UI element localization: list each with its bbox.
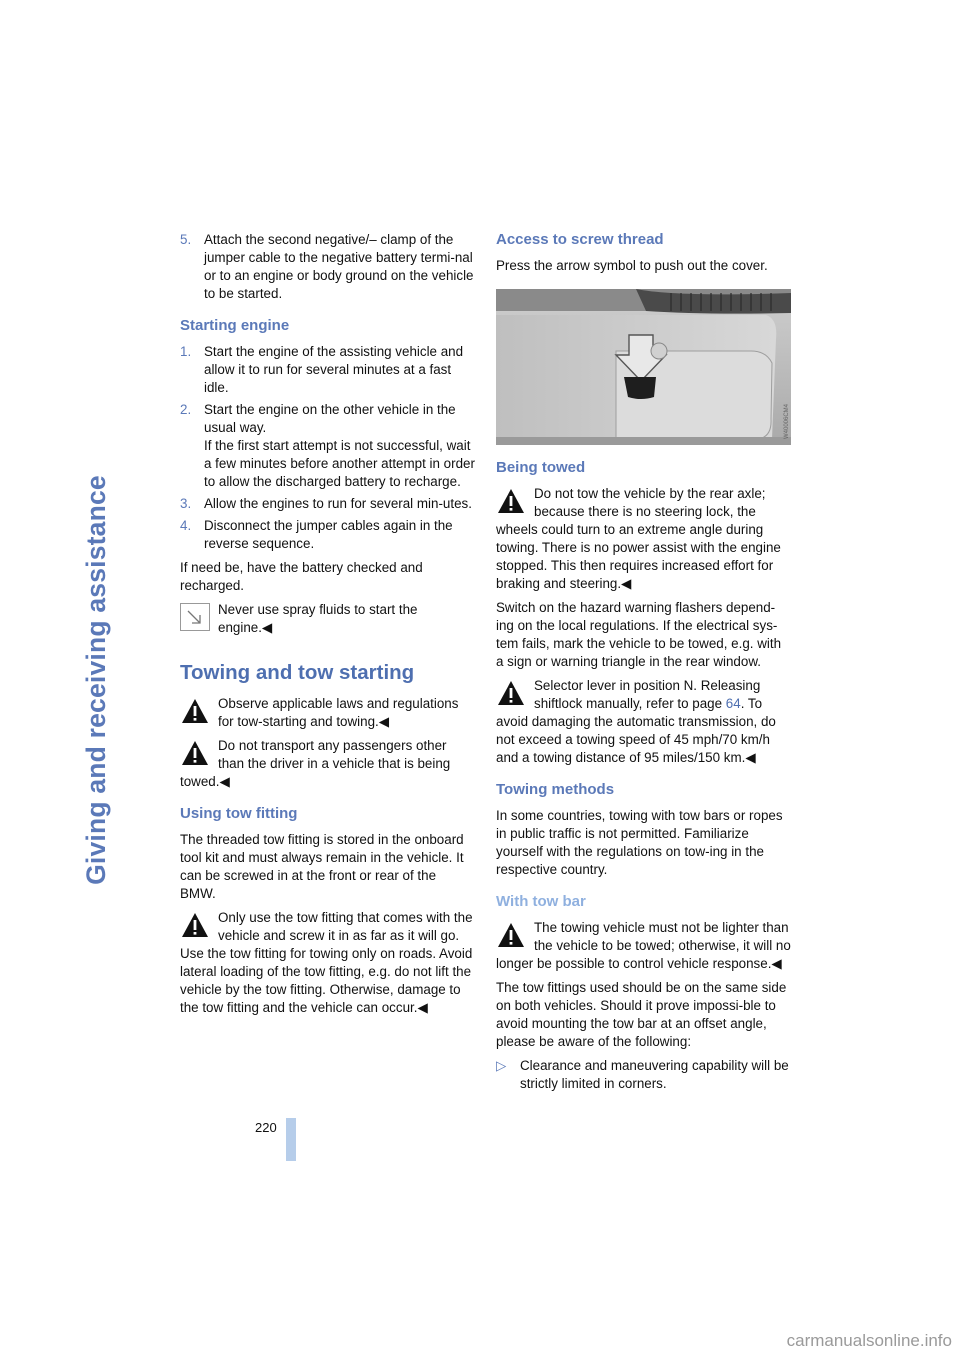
warning-text: Only use the tow fitting that comes with the vehicle and screw it in as far as it will go. Use the tow fitting for towing only on roads. Avoid lateral loading of the tow fitting, e.g. do not lift the vehicle by the tow fitting. Otherwise, damage to the tow fitting and the vehicle can occur.◀ <box>180 910 473 1015</box>
step-text: Allow the engines to run for several min-utes. <box>204 496 472 511</box>
bullet-item <box>496 1057 791 1093</box>
step-number: 2. <box>180 402 192 417</box>
paragraph: Switch on the hazard warning flashers depend-ing on the local regulations. If the electrical sys-tem fails, mark the vehicle to be towed, e.g. with a sign or warning triangle in the rear window. <box>496 600 782 669</box>
note-box <box>180 601 475 637</box>
warning-text-part: Selector lever in position N. Releasing shiftlock manually, refer to page <box>534 678 761 711</box>
warning-triangle-icon <box>180 697 210 725</box>
step-text: Start the engine on the other vehicle in the usual way. <box>204 402 456 435</box>
note-arrow-icon <box>180 603 210 631</box>
page-reference-link[interactable]: 64 <box>725 696 741 711</box>
starting-engine-steps <box>180 343 475 553</box>
list-item <box>180 231 475 303</box>
step-extra-text: If the first start attempt is not successful, wait a few minutes before another attempt in order to allow the discharged battery to recharge. <box>204 438 475 489</box>
warning-box <box>180 695 475 731</box>
warning-triangle-icon <box>180 739 210 767</box>
bullet-text: Clearance and maneuvering capability will be strictly limited in corners. <box>520 1058 789 1091</box>
warning-text: Do not tow the vehicle by the rear axle; because there is no steering lock, the wheels could turn to an extreme angle during towing. There is no power assist with the engine stopped. This then requires increased effort for braking and steering.◀ <box>496 486 781 591</box>
paragraph: Press the arrow symbol to push out the cover. <box>496 258 768 273</box>
warning-triangle-icon <box>180 911 210 939</box>
list-item <box>180 401 475 491</box>
right-column <box>496 231 791 1097</box>
paragraph: If need be, have the battery checked and recharged. <box>180 560 423 593</box>
section-heading-towing-methods: Towing methods <box>496 781 615 798</box>
warning-text-part: . To avoid damaging the automatic transmission, do not exceed a towing speed of 45 mph/70 km/h and a towing distance of 95 miles/150 km.◀ <box>496 696 776 765</box>
section-heading-screw-thread: Access to screw thread <box>496 231 664 248</box>
warning-triangle-icon <box>496 921 526 949</box>
paragraph: The tow fittings used should be on the same side on both vehicles. Should it prove impossi-ble to avoid mounting the tow bar at an offset angle, please be aware of the following: <box>496 980 787 1049</box>
section-heading-being-towed: Being towed <box>496 459 586 476</box>
warning-text: The towing vehicle must not be lighter than the vehicle to be towed; otherwise, it will no longer be possible to control vehicle response.◀ <box>496 920 791 971</box>
step-text: Start the engine of the assisting vehicle and allow it to run for several minutes at a fast idle. <box>204 344 464 395</box>
page-number: 220 <box>255 1120 277 1135</box>
section-heading-tow-fitting: Using tow fitting <box>180 805 298 822</box>
step-number: 5. <box>180 232 192 247</box>
section-heading-towing: Towing and tow starting <box>180 661 415 684</box>
section-heading-starting-engine: Starting engine <box>180 317 290 334</box>
chapter-title-text: Giving and receiving assistance <box>81 475 111 885</box>
warning-box <box>180 909 475 1017</box>
warning-triangle-icon <box>496 679 526 707</box>
warning-text: Do not transport any passengers other than the driver in a vehicle that is being towed.◀ <box>180 738 451 789</box>
list-item <box>180 495 475 513</box>
tow-fitting-cover-photo <box>496 289 791 445</box>
paragraph: The threaded tow fitting is stored in the onboard tool kit and must always remain in the vehicle. It can be screwed in at the front or rear of the BMW. <box>180 832 464 901</box>
warning-text: Observe applicable laws and regulations for tow-starting and towing.◀ <box>218 696 459 729</box>
bullet-marker: ▷ <box>496 1058 507 1073</box>
step-number: 1. <box>180 344 192 359</box>
warning-box <box>496 919 791 973</box>
section-heading-tow-bar: With tow bar <box>496 893 586 910</box>
warning-box <box>496 485 791 593</box>
warning-box <box>180 737 475 791</box>
step-number: 4. <box>180 518 192 533</box>
warning-triangle-icon <box>496 487 526 515</box>
note-text: Never use spray fluids to start the engine.◀ <box>218 602 418 635</box>
list-item <box>180 343 475 397</box>
svg-text:W40006CM4: W40006CM4 <box>784 403 790 439</box>
site-watermark: carmanualsonline.info <box>786 1331 952 1350</box>
step-number: 3. <box>180 496 192 511</box>
warning-text <box>496 678 776 765</box>
list-item <box>180 517 475 553</box>
warning-box <box>496 677 791 767</box>
paragraph: In some countries, towing with tow bars or ropes in public traffic is not permitted. Familiarize yourself with the regulations on tow-ing in the respective country. <box>496 808 783 877</box>
left-column <box>180 231 475 1023</box>
step-text: Attach the second negative/– clamp of the jumper cable to the negative battery termi-nal or to an engine or body ground on the vehicle to be started. <box>204 232 474 301</box>
step-text: Disconnect the jumper cables again in the reverse sequence. <box>204 518 453 551</box>
jumper-step-list <box>180 231 475 303</box>
page-marker-bar <box>286 1118 296 1161</box>
